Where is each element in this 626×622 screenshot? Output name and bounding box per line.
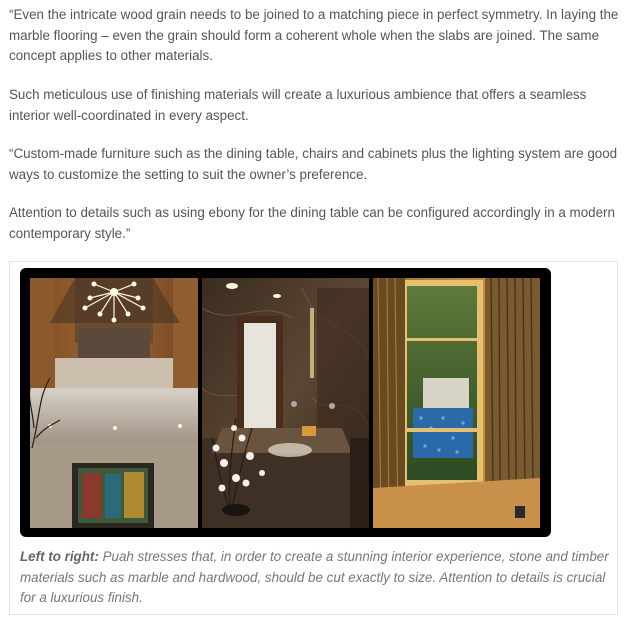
photo-figure — [9, 261, 618, 615]
window-curtain-photo — [373, 278, 540, 528]
marble-washroom-photo — [202, 278, 369, 528]
article-paragraph: “Even the intricate wood grain needs to be joined to a matching piece in perfect symmetry. In laying the marble flooring – even the grain should form a coherent whole when the slabs are joined. The same concept applies to other materials. — [9, 7, 619, 63]
caption-text: Puah stresses that, in order to create a stunning interior experience, stone and timber materials such as marble and hardwood, should be cut exactly to size. Attention to details is crucial for a luxurious finish. — [20, 549, 609, 605]
article-paragraph: Attention to details such as using ebony for the dining table can be configured accordingly in a modern contemporary style.” — [9, 205, 615, 241]
photo-caption — [20, 547, 610, 609]
foyer-chandelier-photo — [30, 278, 198, 528]
caption-lead: Left to right: — [20, 549, 99, 564]
article-paragraph: Such meticulous use of finishing materials will create a luxurious ambience that offers a seamless interior well-coordinated in every aspect. — [9, 87, 587, 123]
photo-collage-frame — [20, 268, 551, 537]
article-paragraph: “Custom-made furniture such as the dining table, chairs and cabinets plus the lighting system are good ways to customize the setting to suit the owner’s preference. — [9, 146, 618, 182]
